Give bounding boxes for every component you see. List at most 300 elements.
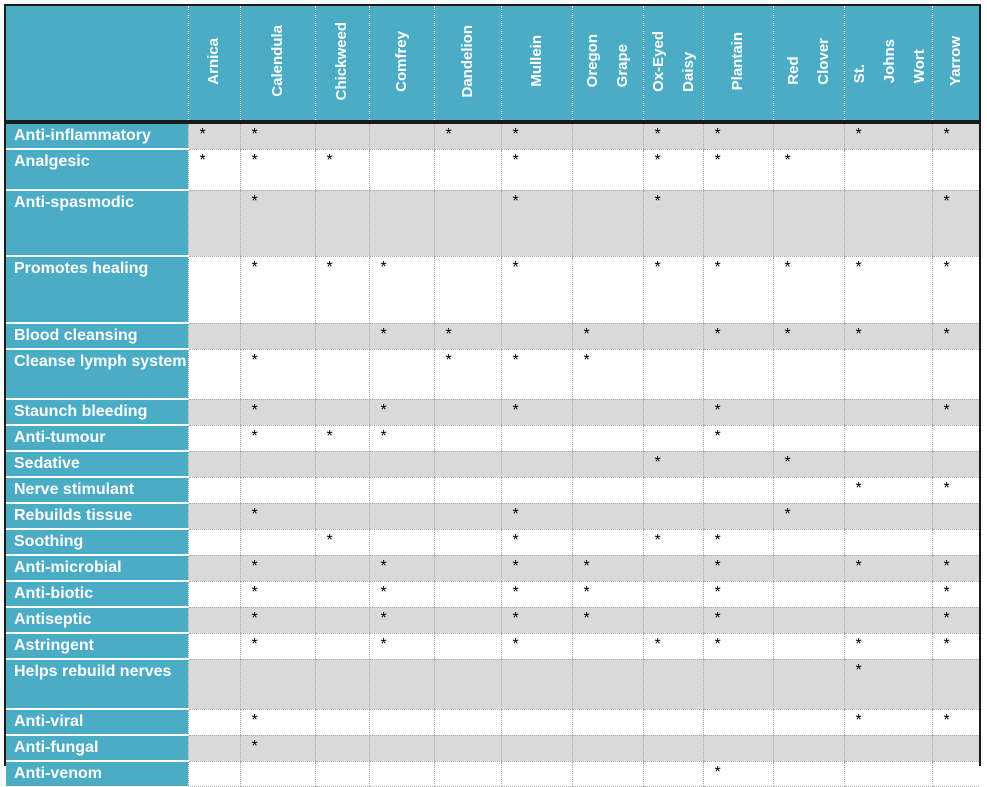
table-row xyxy=(6,399,979,425)
check-mark-cell: * xyxy=(932,122,979,149)
check-mark-cell: * xyxy=(501,256,572,323)
check-mark-cell: * xyxy=(240,190,315,256)
empty-cell xyxy=(643,659,703,709)
row-label: Rebuilds tissue xyxy=(6,503,188,529)
empty-cell xyxy=(844,425,932,451)
check-mark-cell: * xyxy=(643,149,703,190)
column-header xyxy=(369,6,434,122)
check-mark-cell: * xyxy=(643,190,703,256)
empty-cell xyxy=(315,503,369,529)
empty-cell xyxy=(369,149,434,190)
check-mark-cell: * xyxy=(315,529,369,555)
row-label: Anti-venom xyxy=(6,761,188,786)
column-header xyxy=(703,6,773,122)
table-row xyxy=(6,735,979,761)
check-mark-cell: * xyxy=(844,323,932,349)
empty-cell xyxy=(369,735,434,761)
empty-cell xyxy=(188,633,240,659)
check-mark-cell: * xyxy=(240,425,315,451)
empty-cell xyxy=(434,451,501,477)
check-mark-cell: * xyxy=(844,659,932,709)
check-mark-cell: * xyxy=(315,256,369,323)
row-label: Cleanse lymph system xyxy=(6,349,188,399)
table-row xyxy=(6,633,979,659)
herb-properties-table-frame xyxy=(4,4,981,782)
empty-cell xyxy=(643,503,703,529)
check-mark-cell: * xyxy=(844,555,932,581)
empty-cell xyxy=(572,149,643,190)
empty-cell xyxy=(188,349,240,399)
empty-cell xyxy=(315,633,369,659)
empty-cell xyxy=(572,633,643,659)
check-mark-cell: * xyxy=(240,399,315,425)
check-mark-cell: * xyxy=(501,149,572,190)
check-mark-cell: * xyxy=(315,149,369,190)
table-row xyxy=(6,477,979,503)
check-mark-cell: * xyxy=(240,735,315,761)
check-mark-cell: * xyxy=(932,709,979,735)
column-header xyxy=(501,6,572,122)
check-mark-cell: * xyxy=(844,122,932,149)
empty-cell xyxy=(643,477,703,503)
check-mark-cell: * xyxy=(434,122,501,149)
empty-cell xyxy=(434,607,501,633)
check-mark-cell: * xyxy=(932,323,979,349)
empty-cell xyxy=(703,349,773,399)
empty-cell xyxy=(369,503,434,529)
row-label: Anti-biotic xyxy=(6,581,188,607)
check-mark-cell: * xyxy=(844,477,932,503)
column-header xyxy=(844,6,932,122)
column-header xyxy=(434,6,501,122)
empty-cell xyxy=(932,451,979,477)
empty-cell xyxy=(643,581,703,607)
empty-cell xyxy=(703,190,773,256)
empty-cell xyxy=(773,607,844,633)
check-mark-cell: * xyxy=(369,555,434,581)
empty-cell xyxy=(932,425,979,451)
check-mark-cell: * xyxy=(501,399,572,425)
check-mark-cell: * xyxy=(240,633,315,659)
empty-cell xyxy=(572,256,643,323)
empty-cell xyxy=(369,122,434,149)
check-mark-cell: * xyxy=(240,709,315,735)
empty-cell xyxy=(434,529,501,555)
check-mark-cell: * xyxy=(240,349,315,399)
empty-cell xyxy=(572,425,643,451)
check-mark-cell: * xyxy=(501,349,572,399)
check-mark-cell: * xyxy=(932,633,979,659)
empty-cell xyxy=(643,761,703,786)
table-row xyxy=(6,323,979,349)
empty-cell xyxy=(773,633,844,659)
check-mark-cell: * xyxy=(369,256,434,323)
table-row xyxy=(6,581,979,607)
empty-cell xyxy=(240,761,315,786)
check-mark-cell: * xyxy=(703,149,773,190)
check-mark-cell: * xyxy=(369,425,434,451)
column-header-label: Comfrey xyxy=(392,30,410,92)
empty-cell xyxy=(501,709,572,735)
empty-cell xyxy=(240,529,315,555)
empty-cell xyxy=(501,425,572,451)
empty-cell xyxy=(315,399,369,425)
empty-cell xyxy=(315,581,369,607)
check-mark-cell: * xyxy=(315,425,369,451)
empty-cell xyxy=(434,735,501,761)
empty-cell xyxy=(572,190,643,256)
empty-cell xyxy=(369,529,434,555)
check-mark-cell: * xyxy=(773,323,844,349)
empty-cell xyxy=(188,581,240,607)
empty-cell xyxy=(188,529,240,555)
empty-cell xyxy=(501,761,572,786)
empty-cell xyxy=(315,735,369,761)
empty-cell xyxy=(240,477,315,503)
check-mark-cell: * xyxy=(643,529,703,555)
row-label: Nerve stimulant xyxy=(6,477,188,503)
table-row xyxy=(6,425,979,451)
herb-properties-table xyxy=(6,6,979,787)
check-mark-cell: * xyxy=(643,122,703,149)
check-mark-cell: * xyxy=(703,256,773,323)
empty-cell xyxy=(434,761,501,786)
check-mark-cell: * xyxy=(369,607,434,633)
check-mark-cell: * xyxy=(501,122,572,149)
empty-cell xyxy=(369,659,434,709)
empty-cell xyxy=(188,323,240,349)
empty-cell xyxy=(643,323,703,349)
empty-cell xyxy=(773,349,844,399)
empty-cell xyxy=(773,581,844,607)
check-mark-cell: * xyxy=(773,451,844,477)
empty-cell xyxy=(932,761,979,786)
empty-cell xyxy=(844,581,932,607)
check-mark-cell: * xyxy=(369,399,434,425)
empty-cell xyxy=(501,451,572,477)
column-header xyxy=(240,6,315,122)
check-mark-cell: * xyxy=(240,122,315,149)
empty-cell xyxy=(434,503,501,529)
empty-cell xyxy=(369,190,434,256)
empty-cell xyxy=(501,477,572,503)
check-mark-cell: * xyxy=(188,122,240,149)
check-mark-cell: * xyxy=(932,607,979,633)
column-header-label: Mullein xyxy=(527,35,545,87)
empty-cell xyxy=(434,555,501,581)
column-header-label: Yarrow xyxy=(946,35,964,87)
empty-cell xyxy=(703,735,773,761)
table-row xyxy=(6,451,979,477)
table-row xyxy=(6,149,979,190)
check-mark-cell: * xyxy=(703,607,773,633)
check-mark-cell: * xyxy=(240,581,315,607)
header-row xyxy=(6,6,979,122)
empty-cell xyxy=(844,761,932,786)
empty-cell xyxy=(188,256,240,323)
empty-cell xyxy=(572,451,643,477)
empty-cell xyxy=(369,709,434,735)
check-mark-cell: * xyxy=(703,425,773,451)
table-row xyxy=(6,709,979,735)
check-mark-cell: * xyxy=(844,256,932,323)
check-mark-cell: * xyxy=(572,607,643,633)
empty-cell xyxy=(188,425,240,451)
column-header xyxy=(773,6,844,122)
check-mark-cell: * xyxy=(703,323,773,349)
check-mark-cell: * xyxy=(773,149,844,190)
empty-cell xyxy=(315,607,369,633)
empty-cell xyxy=(434,425,501,451)
check-mark-cell: * xyxy=(369,323,434,349)
check-mark-cell: * xyxy=(501,581,572,607)
check-mark-cell: * xyxy=(572,323,643,349)
empty-cell xyxy=(188,477,240,503)
empty-cell xyxy=(315,659,369,709)
row-label: Anti-spasmodic xyxy=(6,190,188,256)
check-mark-cell: * xyxy=(501,190,572,256)
column-header xyxy=(188,6,240,122)
empty-cell xyxy=(369,349,434,399)
table-body xyxy=(6,122,979,786)
empty-cell xyxy=(315,190,369,256)
check-mark-cell: * xyxy=(932,256,979,323)
check-mark-cell: * xyxy=(572,555,643,581)
empty-cell xyxy=(773,709,844,735)
check-mark-cell: * xyxy=(240,503,315,529)
empty-cell xyxy=(188,555,240,581)
column-header-label: Chickweed xyxy=(333,21,350,101)
empty-cell xyxy=(572,477,643,503)
empty-cell xyxy=(369,761,434,786)
empty-cell xyxy=(188,607,240,633)
check-mark-cell: * xyxy=(932,555,979,581)
column-header xyxy=(572,6,643,122)
check-mark-cell: * xyxy=(703,529,773,555)
column-header-label: Ox-Eyed Daisy xyxy=(649,30,697,92)
column-header-label: Calendula xyxy=(268,25,286,97)
row-label: Promotes healing xyxy=(6,256,188,323)
check-mark-cell: * xyxy=(932,190,979,256)
empty-cell xyxy=(703,451,773,477)
empty-cell xyxy=(188,451,240,477)
empty-cell xyxy=(572,399,643,425)
row-label: Anti-microbial xyxy=(6,555,188,581)
check-mark-cell: * xyxy=(240,607,315,633)
row-label: Antiseptic xyxy=(6,607,188,633)
row-label: Anti-inflammatory xyxy=(6,122,188,149)
empty-cell xyxy=(572,709,643,735)
empty-cell xyxy=(434,399,501,425)
empty-cell xyxy=(844,149,932,190)
column-header-label: Dandelion xyxy=(458,24,476,98)
empty-cell xyxy=(434,256,501,323)
empty-cell xyxy=(188,190,240,256)
check-mark-cell: * xyxy=(643,451,703,477)
empty-cell xyxy=(773,555,844,581)
empty-cell xyxy=(188,735,240,761)
empty-cell xyxy=(703,503,773,529)
empty-cell xyxy=(773,399,844,425)
empty-cell xyxy=(434,149,501,190)
empty-cell xyxy=(773,122,844,149)
empty-cell xyxy=(315,555,369,581)
empty-cell xyxy=(773,529,844,555)
empty-cell xyxy=(643,425,703,451)
empty-cell xyxy=(188,503,240,529)
empty-cell xyxy=(932,735,979,761)
empty-cell xyxy=(572,735,643,761)
empty-cell xyxy=(643,349,703,399)
empty-cell xyxy=(932,349,979,399)
empty-cell xyxy=(315,761,369,786)
empty-cell xyxy=(188,399,240,425)
check-mark-cell: * xyxy=(434,323,501,349)
table-row xyxy=(6,659,979,709)
check-mark-cell: * xyxy=(572,581,643,607)
empty-cell xyxy=(434,190,501,256)
empty-cell xyxy=(643,709,703,735)
empty-cell xyxy=(844,735,932,761)
check-mark-cell: * xyxy=(932,477,979,503)
table-row xyxy=(6,122,979,149)
check-mark-cell: * xyxy=(773,503,844,529)
empty-cell xyxy=(369,451,434,477)
column-header xyxy=(315,6,369,122)
empty-cell xyxy=(315,451,369,477)
empty-cell xyxy=(434,581,501,607)
empty-cell xyxy=(572,122,643,149)
check-mark-cell: * xyxy=(703,399,773,425)
column-header-label: Red Clover xyxy=(784,37,832,85)
empty-cell xyxy=(844,451,932,477)
check-mark-cell: * xyxy=(501,503,572,529)
table-row xyxy=(6,503,979,529)
check-mark-cell: * xyxy=(932,581,979,607)
empty-cell xyxy=(315,709,369,735)
empty-cell xyxy=(572,503,643,529)
column-header xyxy=(932,6,979,122)
check-mark-cell: * xyxy=(501,555,572,581)
empty-cell xyxy=(369,477,434,503)
empty-cell xyxy=(501,323,572,349)
empty-cell xyxy=(844,349,932,399)
check-mark-cell: * xyxy=(703,633,773,659)
check-mark-cell: * xyxy=(703,555,773,581)
empty-cell xyxy=(315,477,369,503)
empty-cell xyxy=(240,451,315,477)
check-mark-cell: * xyxy=(932,399,979,425)
empty-cell xyxy=(643,399,703,425)
check-mark-cell: * xyxy=(703,761,773,786)
row-label: Staunch bleeding xyxy=(6,399,188,425)
empty-cell xyxy=(773,425,844,451)
empty-cell xyxy=(188,659,240,709)
row-label: Astringent xyxy=(6,633,188,659)
table-row xyxy=(6,761,979,786)
empty-cell xyxy=(703,477,773,503)
check-mark-cell: * xyxy=(501,607,572,633)
empty-cell xyxy=(932,659,979,709)
empty-cell xyxy=(844,503,932,529)
empty-cell xyxy=(932,503,979,529)
check-mark-cell: * xyxy=(369,633,434,659)
row-label: Helps rebuild nerves xyxy=(6,659,188,709)
check-mark-cell: * xyxy=(369,581,434,607)
check-mark-cell: * xyxy=(844,633,932,659)
empty-cell xyxy=(188,761,240,786)
empty-cell xyxy=(572,529,643,555)
check-mark-cell: * xyxy=(240,149,315,190)
header-corner xyxy=(6,6,188,122)
empty-cell xyxy=(501,659,572,709)
check-mark-cell: * xyxy=(844,709,932,735)
empty-cell xyxy=(643,607,703,633)
row-label: Blood cleansing xyxy=(6,323,188,349)
empty-cell xyxy=(703,659,773,709)
table-row xyxy=(6,607,979,633)
empty-cell xyxy=(572,761,643,786)
empty-cell xyxy=(932,149,979,190)
empty-cell xyxy=(643,735,703,761)
empty-cell xyxy=(773,190,844,256)
check-mark-cell: * xyxy=(643,256,703,323)
check-mark-cell: * xyxy=(501,529,572,555)
empty-cell xyxy=(240,323,315,349)
row-label: Anti-fungal xyxy=(6,735,188,761)
empty-cell xyxy=(434,709,501,735)
check-mark-cell: * xyxy=(240,555,315,581)
empty-cell xyxy=(572,659,643,709)
column-header xyxy=(643,6,703,122)
table-row xyxy=(6,349,979,399)
check-mark-cell: * xyxy=(643,633,703,659)
empty-cell xyxy=(434,477,501,503)
check-mark-cell: * xyxy=(703,581,773,607)
empty-cell xyxy=(932,529,979,555)
empty-cell xyxy=(315,122,369,149)
table-row xyxy=(6,529,979,555)
empty-cell xyxy=(188,709,240,735)
empty-cell xyxy=(643,555,703,581)
check-mark-cell: * xyxy=(501,633,572,659)
empty-cell xyxy=(844,399,932,425)
empty-cell xyxy=(773,659,844,709)
row-label: Anti-tumour xyxy=(6,425,188,451)
row-label: Anti-viral xyxy=(6,709,188,735)
empty-cell xyxy=(501,735,572,761)
empty-cell xyxy=(844,607,932,633)
empty-cell xyxy=(434,633,501,659)
table-row xyxy=(6,190,979,256)
empty-cell xyxy=(773,735,844,761)
row-label: Analgesic xyxy=(6,149,188,190)
check-mark-cell: * xyxy=(773,256,844,323)
table-row xyxy=(6,256,979,323)
column-header-label: Oregon Grape xyxy=(583,34,631,88)
row-label: Soothing xyxy=(6,529,188,555)
check-mark-cell: * xyxy=(188,149,240,190)
empty-cell xyxy=(844,529,932,555)
empty-cell xyxy=(315,323,369,349)
check-mark-cell: * xyxy=(434,349,501,399)
empty-cell xyxy=(434,659,501,709)
row-label: Sedative xyxy=(6,451,188,477)
empty-cell xyxy=(315,349,369,399)
empty-cell xyxy=(844,190,932,256)
empty-cell xyxy=(703,709,773,735)
empty-cell xyxy=(773,761,844,786)
